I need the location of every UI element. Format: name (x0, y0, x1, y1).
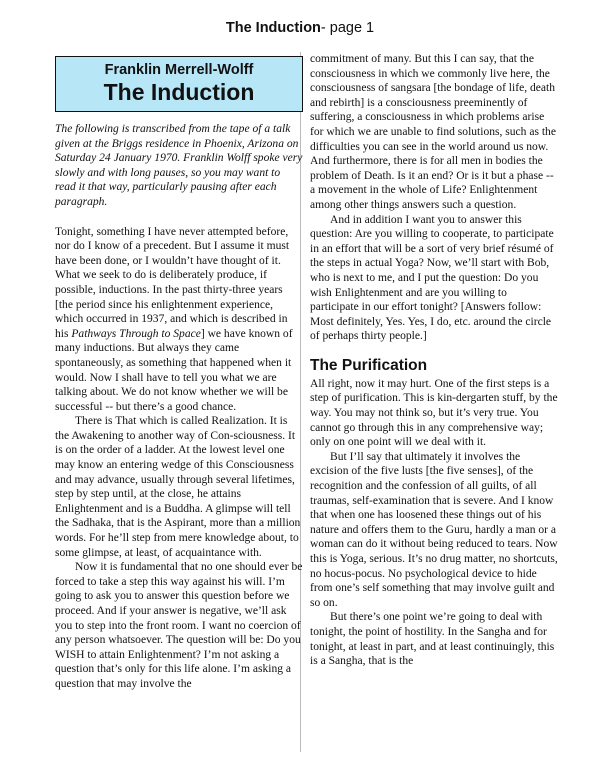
paragraph: Now it is fundamental that no one should ever be forced to take a step this way against his will. I’m going to ask you to answer this question before we proceed. And if your answer is negative, we’ll ask you to step into the front room. I want no coercion of any person whatsoever. The question will be: Do you WISH to attain Enlightenment? I’m not asking a question that’s only for this life alone. I’m asking a question that may involve the (55, 561, 303, 690)
book-title: Pathways Through to Space (71, 327, 201, 340)
page-header-title: The Induction (225, 20, 321, 36)
paragraph-text: Tonight, something I have never attempted before, nor do I know of a precedent. But I assume it must have been done, or I wouldn’t have thought of it. What we seek to do is deliberately produce, if possible, inductions. In the past thirty-three years [the period since his enlightenment experience, which occurred in 1937, and which is described in his (55, 225, 290, 340)
paragraph-text: ] we have known of many inductions. But always they came spontaneously, as something that happened when it would. Now I shall have to tell you what we are talking about. We do not know whether we will be successful -- but there’s a good chance. (55, 327, 293, 413)
intro-note: The following is transcribed from the tape of a talk given at the Briggs residence in Phoenix, Arizona on Saturday 24 January 1970. Franklin Wolff spoke very slowly and with long pauses, so you may want to read it that way, particularly pausing after each paragraph. (55, 123, 303, 208)
paragraph: But there’s one point we’re going to deal with tonight, the point of hostility. In the Sangha and for tonight, at least in part, and at least continuingly, this is a Sangha, that is the (310, 611, 555, 668)
paragraph: All right, now it may hurt. One of the first steps is a step of purification. This is kin-dergarten stuff, by the way. You may not think so, but it’s very true. You cannot go through this in any comprehensive way; only on one point will we deal with it. (310, 377, 558, 449)
paragraph (55, 225, 303, 415)
paragraph: But I’ll say that ultimately it involves the excision of the five lusts [the five senses], of the recognition and the confession of all guilts, of all traumas, self-examination that is severe. And I know that when one has loosened these things out of his nature and offers them to the Guru, hardly a man or a woman can do it without being reduced to tears. Now this is Yoga, serious. It’s no drug matter, no shortcuts, no hocus-pocus. No psychological device to hide from one’s self something that may involve guilt and so on. (310, 450, 558, 609)
left-column (55, 52, 303, 692)
paragraph: And in addition I want you to answer this question: Are you willing to cooperate, to participate in an effort that will be a sort of very brief résumé of the steps in actual Yoga? Now, we’ll start with Bob, who is next to me, and I put the question: Do you wish Enlightenment and are you willing to participate in our effort tonight? [Answers follow: Most definitely, Yes. Yes, I do, etc. around the circle of perhaps thirty people.] (310, 213, 554, 343)
title-box (55, 56, 303, 112)
author-name: Franklin Merrell-Wolff (104, 62, 254, 78)
page-header (0, 20, 600, 36)
right-column (310, 52, 558, 669)
page-header-page: - page 1 (320, 20, 375, 36)
paragraph: commitment of many. But this I can say, that the consciousness in which we commonly live here, the consciousness of sangsara [the bondage of life, death and rebirth] is a consciousness preeminently of suffering, a consciousness in which problems arise for which we are unable to find solutions, such as the difficulties you can see in the world around us now. And furthermore, there is for all men in bodies the problem of Death. Is it an end? Or is it but a phase -- a movement in the whole of Life? Enlightenment among other things answers such a question. (310, 53, 556, 211)
paragraph: There is That which is called Realization. It is the Awakening to another way of Con-sciousness. It is on the order of a ladder. At the lowest level one may know an entering wedge of this Consciousness and may advance, usually through several lifetimes, step by step until, at the close, he attains Enlightenment and is a Buddha. A glimpse will tell the Sadhaka, that is the Aspirant, more than a million words. For he’ll step from mere knowledge about, to some glimpse, at least, of acquaintance with. (55, 415, 301, 559)
section-heading: The Purification (310, 356, 428, 374)
document-title: The Induction (103, 79, 255, 105)
